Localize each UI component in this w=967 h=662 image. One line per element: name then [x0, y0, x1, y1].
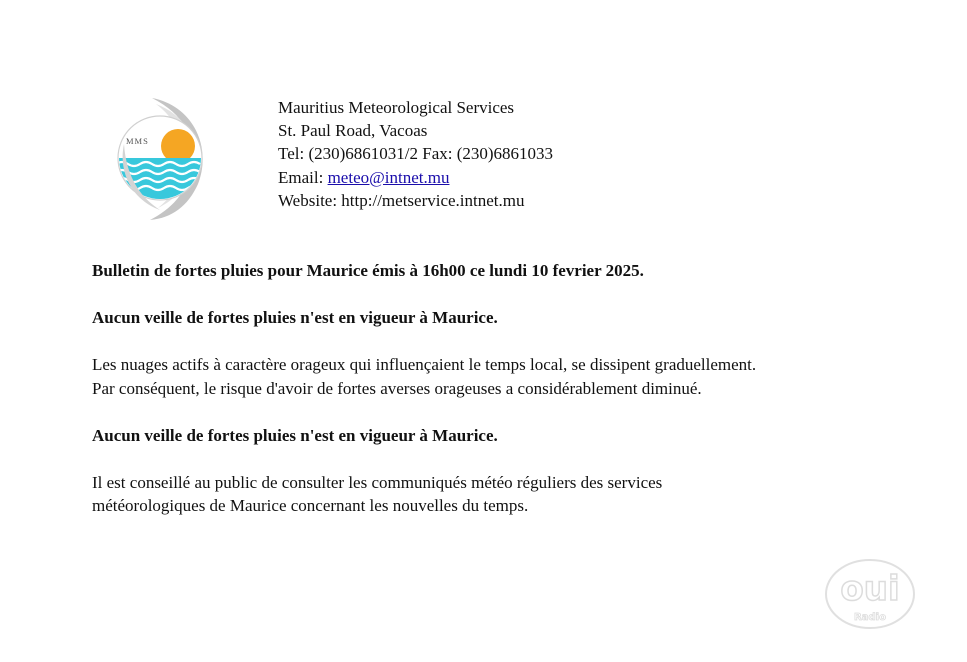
watermark-logo: [822, 556, 922, 632]
paragraph-2-line-1: Il est conseillé au public de consulter les communiqués météo réguliers des services: [92, 472, 663, 492]
email-line: [278, 166, 553, 189]
org-name: Mauritius Meteorological Services: [278, 98, 515, 117]
mms-logo: [112, 92, 212, 222]
contact-header: [278, 96, 553, 212]
website: Website: http://metservice.intnet.mu: [278, 190, 525, 210]
bulletin-title: Bulletin de fortes pluies pour Maurice émis à 16h00 ce lundi 10 fevrier 2025.: [92, 261, 644, 280]
watermark-sub: Radio: [854, 612, 886, 623]
status-statement-2: Aucun veille de fortes pluies n'est en vigueur à Maurice.: [92, 425, 498, 445]
paragraph-1-line-2: Par conséquent, le risque d'avoir de fortes averses orageuses a considérablement diminué.: [92, 378, 702, 398]
logo-text: MMS: [126, 136, 149, 146]
paragraph-1-line-1: Les nuages actifs à caractère orageux qui influençaient le temps local, se dissipent graduellement.: [92, 355, 757, 374]
email-link[interactable]: meteo@intnet.mu: [327, 167, 450, 187]
sun-icon: [161, 129, 195, 163]
bulletin-body: [92, 259, 892, 518]
tel-fax: Tel: (230)6861031/2 Fax: (230)6861033: [278, 144, 554, 164]
oui-radio-watermark: [822, 556, 922, 632]
address: St. Paul Road, Vacoas: [278, 121, 428, 141]
status-statement-1: Aucun veille de fortes pluies n'est en vigueur à Maurice.: [92, 308, 498, 327]
email-label: Email:: [278, 167, 328, 187]
watermark-word: oui: [840, 569, 900, 609]
mms-logo-graphic: [112, 92, 212, 222]
paragraph-2-line-2: météorologiques de Maurice concernant les nouvelles du temps.: [92, 496, 529, 515]
